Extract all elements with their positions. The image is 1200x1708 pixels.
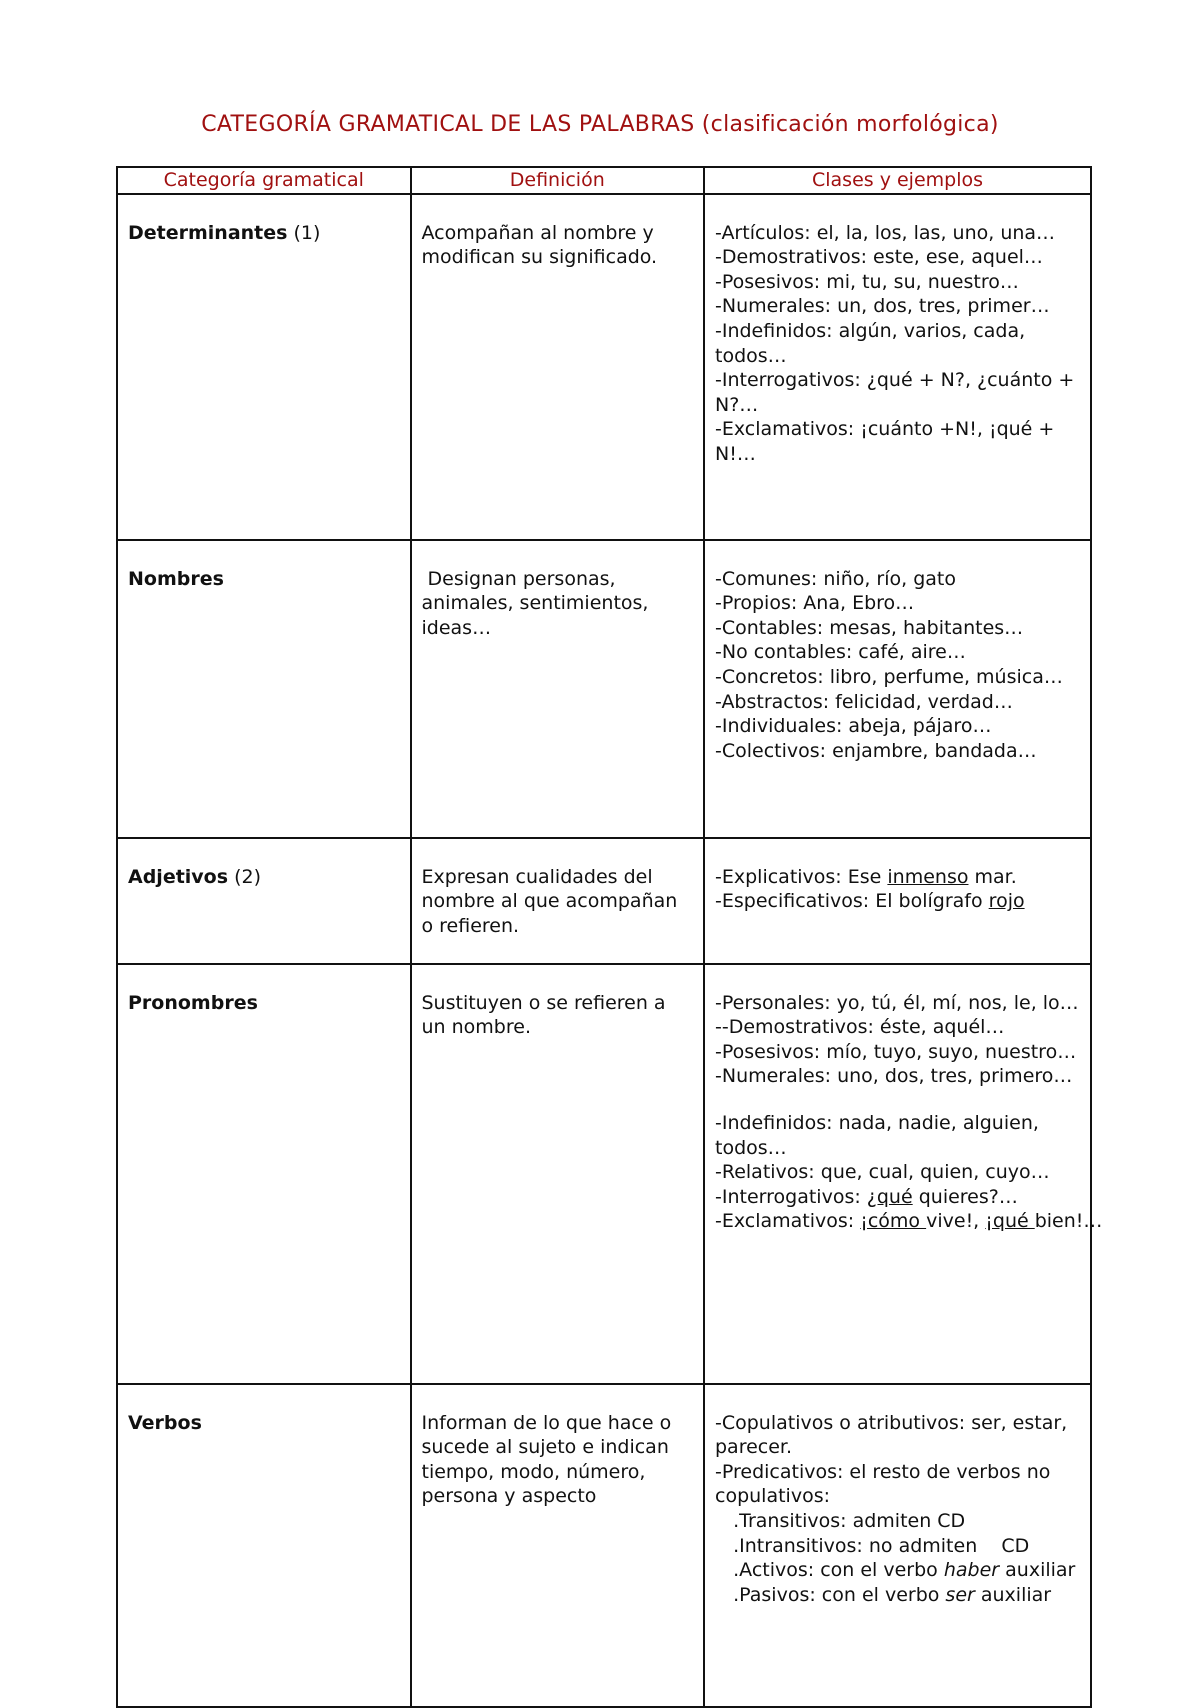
grammar-table (116, 166, 1103, 1708)
category-name: Nombres (128, 567, 224, 590)
example-text: bien!… (1034, 1210, 1103, 1233)
example-line (715, 1185, 1080, 1210)
page-title: CATEGORÍA GRAMATICAL DE LAS PALABRAS (clasificación morfológica) (201, 112, 999, 137)
example-line: --Demostrativos: éste, aquél… (715, 1016, 1005, 1039)
category-note: (2) (234, 865, 262, 888)
category-name: Verbos (128, 1411, 202, 1434)
example-line: -Posesivos: mi, tu, su, nuestro… (715, 270, 1019, 293)
examples-cell (704, 964, 1103, 1384)
example-line: -Individuales: abeja, pájaro… (715, 715, 992, 738)
example-underlined: inmenso (887, 865, 969, 888)
examples-cell (704, 838, 1091, 964)
header-examples: Clases y ejemplos (704, 167, 1091, 194)
example-text: auxiliar (974, 1583, 1052, 1606)
category-cell (117, 838, 411, 964)
category-name: Pronombres (128, 991, 258, 1014)
example-line: -Relativos: que, cual, quien, cuyo… (715, 1161, 1050, 1184)
table-row (117, 194, 1091, 540)
header-definition: Definición (411, 167, 705, 194)
category-name: Determinantes (128, 221, 288, 244)
example-line (715, 1209, 1103, 1234)
spacer (715, 1089, 1080, 1111)
table-row (117, 540, 1091, 838)
example-text: .Pasivos: con el verbo (715, 1583, 946, 1606)
examples-cell (704, 194, 1091, 540)
example-line (715, 1558, 1080, 1583)
example-underlined: ¡cómo (860, 1210, 927, 1233)
example-text: -Interrogativos: (715, 1185, 867, 1208)
example-line: -Numerales: un, dos, tres, primer… (715, 295, 1050, 318)
example-line: -Concretos: libro, perfume, música… (715, 665, 1063, 688)
examples-cell (704, 540, 1091, 838)
example-text: .Activos: con el verbo (715, 1559, 944, 1582)
example-line (715, 1583, 1080, 1608)
definition-cell: Sustituyen o se refieren a un nombre. (411, 964, 705, 1384)
table-header-row (117, 167, 1091, 194)
example-line: -Artículos: el, la, los, las, uno, una… (715, 221, 1056, 244)
example-line: -Contables: mesas, habitantes… (715, 616, 1024, 639)
example-text: vive!, (926, 1210, 986, 1233)
example-underlined: rojo (988, 890, 1025, 913)
example-line: -Colectivos: enjambre, bandada… (715, 739, 1037, 762)
example-line: .Transitivos: admiten CD (715, 1509, 966, 1532)
example-text: -Especificativos: El bolígrafo (715, 890, 989, 913)
category-cell (117, 964, 411, 1384)
example-line: -Comunes: niño, río, gato (715, 567, 957, 590)
example-text: -Exclamativos: (715, 1210, 861, 1233)
example-line: -Indefinidos: algún, varios, cada, todos… (715, 319, 1026, 367)
examples-cell (704, 1384, 1091, 1707)
example-line: -Abstractos: felicidad, verdad… (715, 690, 1013, 713)
example-line: -Interrogativos: ¿qué + N?, ¿cuánto + N?… (715, 369, 1075, 416)
example-line: -Exclamativos: ¡cuánto +N!, ¡qué + N!… (715, 418, 1055, 465)
table-row (117, 964, 1091, 1384)
example-line: -Posesivos: mío, tuyo, suyo, nuestro… (715, 1040, 1077, 1063)
example-line: -Demostrativos: este, ese, aquel… (715, 246, 1043, 269)
category-cell (117, 540, 411, 838)
example-line: -Propios: Ana, Ebro… (715, 592, 915, 615)
example-line: -Personales: yo, tú, él, mí, nos, le, lo… (715, 991, 1079, 1014)
definition-cell: Expresan cualidades del nombre al que acompañan o refieren. (411, 838, 705, 964)
definition-cell: Acompañan al nombre y modifican su significado. (411, 194, 705, 540)
definition-cell: Informan de lo que hace o sucede al sujeto e indican tiempo, modo, número, persona y aspecto (411, 1384, 705, 1707)
example-underlined: ¡qué (985, 1210, 1035, 1233)
category-note: (1) (293, 221, 321, 244)
category-name: Adjetivos (128, 865, 229, 888)
example-line (715, 889, 1080, 914)
category-cell (117, 1384, 411, 1707)
example-line (715, 865, 1080, 890)
table-row (117, 1384, 1091, 1707)
example-line: -Copulativos o atributivos: ser, estar, parecer. (715, 1411, 1068, 1459)
example-line: -Predicativos: el resto de verbos no copulativos: (715, 1460, 1051, 1508)
example-line: -Numerales: uno, dos, tres, primero… (715, 1065, 1073, 1088)
table-row (117, 838, 1091, 964)
example-text: auxiliar (999, 1559, 1076, 1582)
example-text: quieres?… (912, 1185, 1018, 1208)
definition-cell: Designan personas, animales, sentimientos, ideas… (411, 540, 705, 838)
example-line: -No contables: café, aire… (715, 641, 966, 664)
example-italic: ser (945, 1583, 975, 1606)
example-text: mar. (968, 865, 1017, 888)
example-line: -Indefinidos: nada, nadie, alguien, todos… (715, 1111, 1039, 1159)
example-line: .Intransitivos: no admiten CD (715, 1534, 1030, 1557)
example-underlined: ¿qué (866, 1185, 913, 1208)
example-italic: haber (943, 1559, 1000, 1582)
category-cell (117, 194, 411, 540)
header-category: Categoría gramatical (117, 167, 411, 194)
example-text: -Explicativos: Ese (715, 865, 888, 888)
